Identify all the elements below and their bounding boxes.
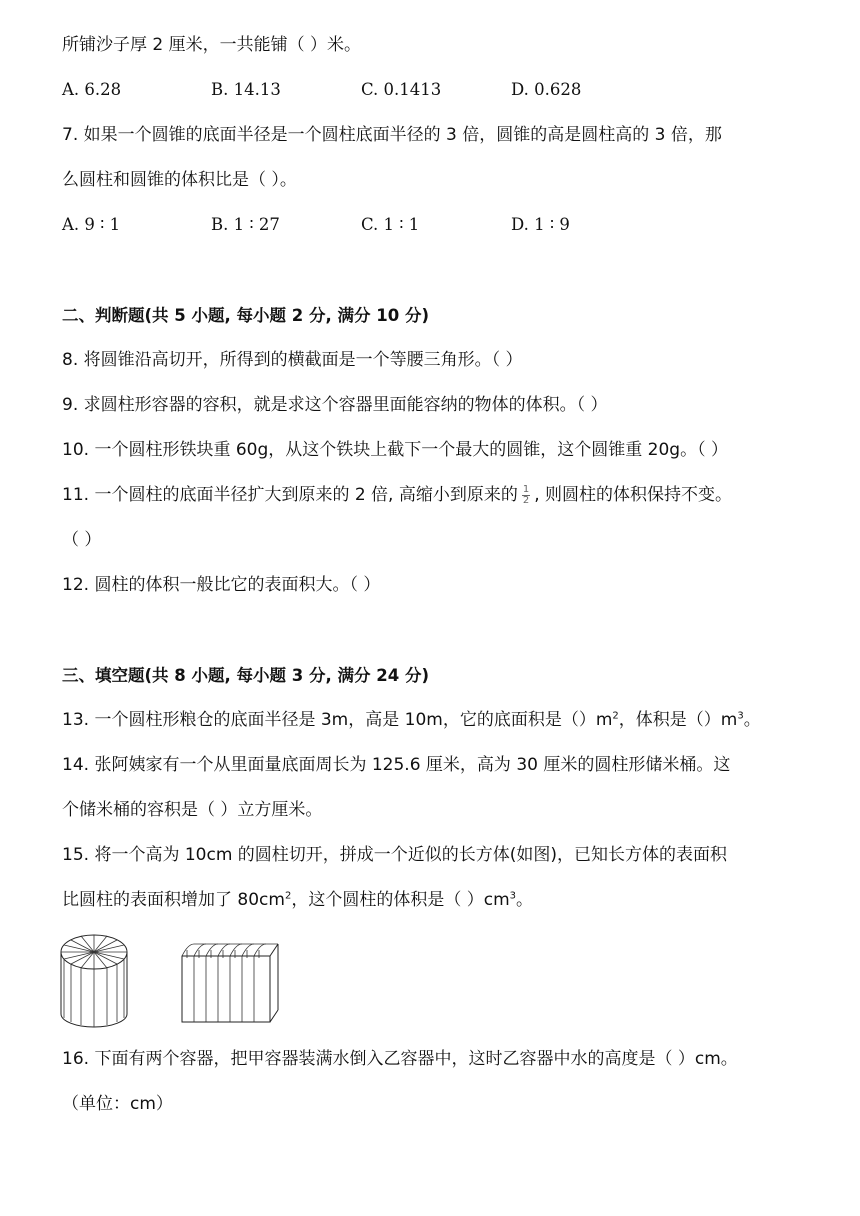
q7-option-d: D. 1 ∶ 9 <box>511 215 570 234</box>
section-3-heading: 三、填空题(共 8 小题, 每小题 3 分, 满分 24 分) <box>62 666 429 685</box>
q13-text-c: 。 <box>743 710 761 730</box>
q13-superscript-2: 3 <box>737 710 744 722</box>
q6-option-d: D. 0.628 <box>511 80 582 99</box>
sliced-cylinder-figure <box>58 930 138 1030</box>
q11-fraction-denominator: 2 <box>522 494 530 506</box>
q14-line-1: 14. 张阿姨家有一个从里面量底面周长为 125.6 厘米，高为 30 厘米的圆柱形储米桶。这 <box>62 755 731 775</box>
q15-superscript-1: 2 <box>284 890 292 902</box>
q13 <box>62 708 761 732</box>
q11-text-b: , 则圆柱的体积保持不变。 <box>534 485 733 505</box>
q7-line-2: 么圆柱和圆锥的体积比是（ ）。 <box>62 170 297 190</box>
q14-line-2: 个储米桶的容积是（ ）立方厘米。 <box>62 800 323 820</box>
q11-answer-blank: （ ） <box>62 530 102 550</box>
q6-option-b: B. 14.13 <box>211 80 281 99</box>
approximate-cuboid-figure <box>178 938 284 1030</box>
q16-line-2: （单位：cm） <box>62 1094 173 1114</box>
q6-option-a: A. 6.28 <box>62 80 122 99</box>
q15-text-a: 比圆柱的表面积增加了 80cm <box>62 890 285 910</box>
q11-text-a: 11. 一个圆柱的底面半径扩大到原来的 2 倍, 高缩小到原来的 <box>62 485 518 505</box>
q16-line-1: 16. 下面有两个容器，把甲容器装满水倒入乙容器中，这时乙容器中水的高度是（ ）cm。 <box>62 1049 738 1069</box>
q15-superscript-2: 3 <box>509 890 517 902</box>
q15-text-b: ，这个圆柱的体积是（ ）cm <box>291 890 510 910</box>
q7-option-b: B. 1 ∶ 27 <box>211 215 280 234</box>
q11-fraction <box>522 485 530 506</box>
q10: 10. 一个圆柱形铁块重 60g，从这个铁块上截下一个最大的圆锥，这个圆锥重 20g。（ ） <box>62 440 728 460</box>
q13-superscript-1: 2 <box>612 710 619 722</box>
q6-continuation: 所铺沙子厚 2 厘米，一共能铺（ ）米。 <box>62 35 362 55</box>
q11 <box>62 483 732 507</box>
q7-line-1: 7. 如果一个圆锥的底面半径是一个圆柱底面半径的 3 倍，圆锥的高是圆柱高的 3 倍，那 <box>62 125 722 145</box>
q8: 8. 将圆锥沿高切开，所得到的横截面是一个等腰三角形。（ ） <box>62 350 523 370</box>
q9: 9. 求圆柱形容器的容积，就是求这个容器里面能容纳的物体的体积。（ ） <box>62 395 608 415</box>
q6-option-c: C. 0.1413 <box>361 80 442 99</box>
q13-text-a: 13. 一个圆柱形粮仓的底面半径是 3m，高是 10m，它的底面积是（）m <box>62 710 613 730</box>
q15-text-c: 。 <box>516 890 534 910</box>
q15-line-1: 15. 将一个高为 10cm 的圆柱切开，拼成一个近似的长方体(如图)，已知长方体的表面积 <box>62 845 728 865</box>
q11-fraction-numerator: 1 <box>522 483 530 495</box>
q7-option-c: C. 1 ∶ 1 <box>361 215 420 234</box>
q7-option-a: A. 9 ∶ 1 <box>62 215 121 234</box>
q13-text-b: ，体积是（）m <box>618 710 738 730</box>
q15-line-2 <box>62 888 533 912</box>
q12: 12. 圆柱的体积一般比它的表面积大。（ ） <box>62 575 381 595</box>
section-2-heading: 二、判断题(共 5 小题, 每小题 2 分, 满分 10 分) <box>62 306 429 325</box>
